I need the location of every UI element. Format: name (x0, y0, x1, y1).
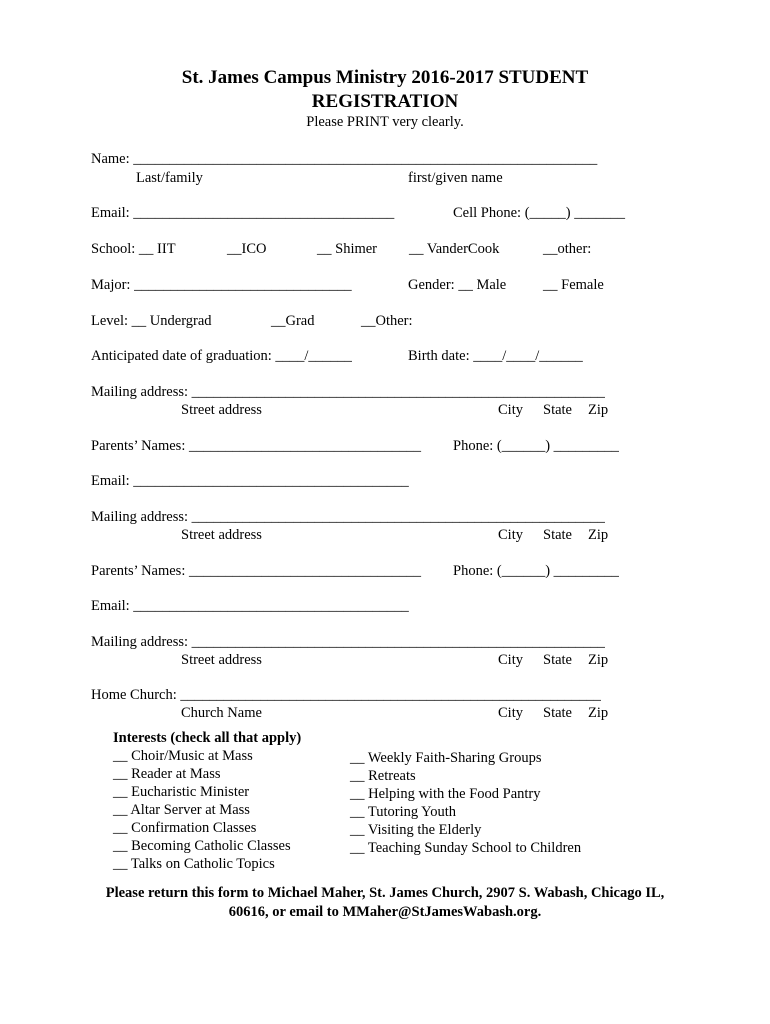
zip-hint: Zip (588, 527, 609, 543)
return-instructions-line2: 60616, or email to MMaher@StJamesWabash.org. (228, 904, 542, 920)
interests-heading: Interests (check all that apply) (113, 730, 302, 746)
city-hint: City (498, 402, 523, 418)
interest-option[interactable]: __ Altar Server at Mass (113, 802, 250, 818)
gender-female-option[interactable]: __ Female (543, 277, 604, 293)
interest-option[interactable]: __ Visiting the Elderly (350, 822, 482, 838)
interest-option[interactable]: __ Weekly Faith-Sharing Groups (350, 750, 542, 766)
interest-option[interactable]: __ Helping with the Food Pantry (350, 786, 541, 802)
school-option-other[interactable]: __other: (543, 241, 592, 257)
parents-phone-field[interactable]: Phone: (______) _________ (453, 438, 619, 454)
church-name-hint: Church Name (181, 705, 262, 721)
zip-hint: Zip (588, 652, 609, 668)
interest-option[interactable]: __ Becoming Catholic Classes (113, 838, 291, 854)
birth-date-field[interactable]: Birth date: ____/____/______ (408, 348, 583, 364)
mailing-address-field[interactable]: Mailing address: _________________________________________________________ (91, 509, 605, 525)
school-option-vandercook[interactable]: __ VanderCook (409, 241, 500, 257)
school-option-shimer[interactable]: __ Shimer (317, 241, 378, 257)
mailing-address-field[interactable]: Mailing address: _________________________________________________________ (91, 634, 605, 650)
major-field[interactable]: Major: ______________________________ (91, 277, 352, 293)
parents-names-field[interactable]: Parents’ Names: ________________________________ (91, 563, 421, 579)
parents-phone-field[interactable]: Phone: (______) _________ (453, 563, 619, 579)
parents-names-field[interactable]: Parents’ Names: ________________________________ (91, 438, 421, 454)
cell-phone-field[interactable]: Cell Phone: (_____) _______ (453, 205, 625, 221)
state-hint: State (543, 705, 572, 721)
interest-option[interactable]: __ Tutoring Youth (350, 804, 456, 820)
graduation-date-field[interactable]: Anticipated date of graduation: ____/______ (91, 348, 352, 364)
state-hint: State (543, 652, 572, 668)
city-hint: City (498, 527, 523, 543)
level-grad-option[interactable]: __Grad (271, 313, 315, 329)
interest-option[interactable]: __ Retreats (350, 768, 416, 784)
city-hint: City (498, 652, 523, 668)
form-title-line1: St. James Campus Ministry 2016-2017 STUDENT (181, 67, 589, 88)
email-field[interactable]: Email: ____________________________________ (91, 205, 395, 221)
street-address-hint: Street address (181, 652, 262, 668)
street-address-hint: Street address (181, 527, 262, 543)
name-first-hint: first/given name (408, 170, 503, 186)
form-subtitle: Please PRINT very clearly. (306, 114, 464, 130)
gender-male-option[interactable]: Gender: __ Male (408, 277, 507, 293)
name-last-hint: Last/family (136, 170, 203, 186)
interest-option[interactable]: __ Talks on Catholic Topics (113, 856, 275, 872)
return-instructions-line1: Please return this form to Michael Maher, St. James Church, 2907 S. Wabash, Chicago IL, (105, 885, 665, 901)
zip-hint: Zip (588, 705, 609, 721)
home-church-field[interactable]: Home Church: __________________________________________________________ (91, 687, 601, 703)
interest-option[interactable]: __ Choir/Music at Mass (113, 748, 253, 764)
form-title-line2: REGISTRATION (311, 91, 459, 112)
parents-email-field[interactable]: Email: ______________________________________ (91, 598, 409, 614)
name-field[interactable]: Name: ________________________________________________________________ (91, 151, 598, 167)
street-address-hint: Street address (181, 402, 262, 418)
school-option-iit[interactable]: School: __ IIT (91, 241, 176, 257)
interest-option[interactable]: __ Eucharistic Minister (113, 784, 250, 800)
state-hint: State (543, 402, 572, 418)
parents-email-field[interactable]: Email: ______________________________________ (91, 473, 409, 489)
interest-option[interactable]: __ Confirmation Classes (113, 820, 257, 836)
state-hint: State (543, 527, 572, 543)
level-other-option[interactable]: __Other: (361, 313, 413, 329)
school-option-ico[interactable]: __ICO (227, 241, 267, 257)
mailing-address-field[interactable]: Mailing address: _________________________________________________________ (91, 384, 605, 400)
zip-hint: Zip (588, 402, 609, 418)
level-undergrad-option[interactable]: Level: __ Undergrad (91, 313, 212, 329)
interest-option[interactable]: __ Reader at Mass (113, 766, 221, 782)
interest-option[interactable]: __ Teaching Sunday School to Children (350, 840, 582, 856)
city-hint: City (498, 705, 523, 721)
